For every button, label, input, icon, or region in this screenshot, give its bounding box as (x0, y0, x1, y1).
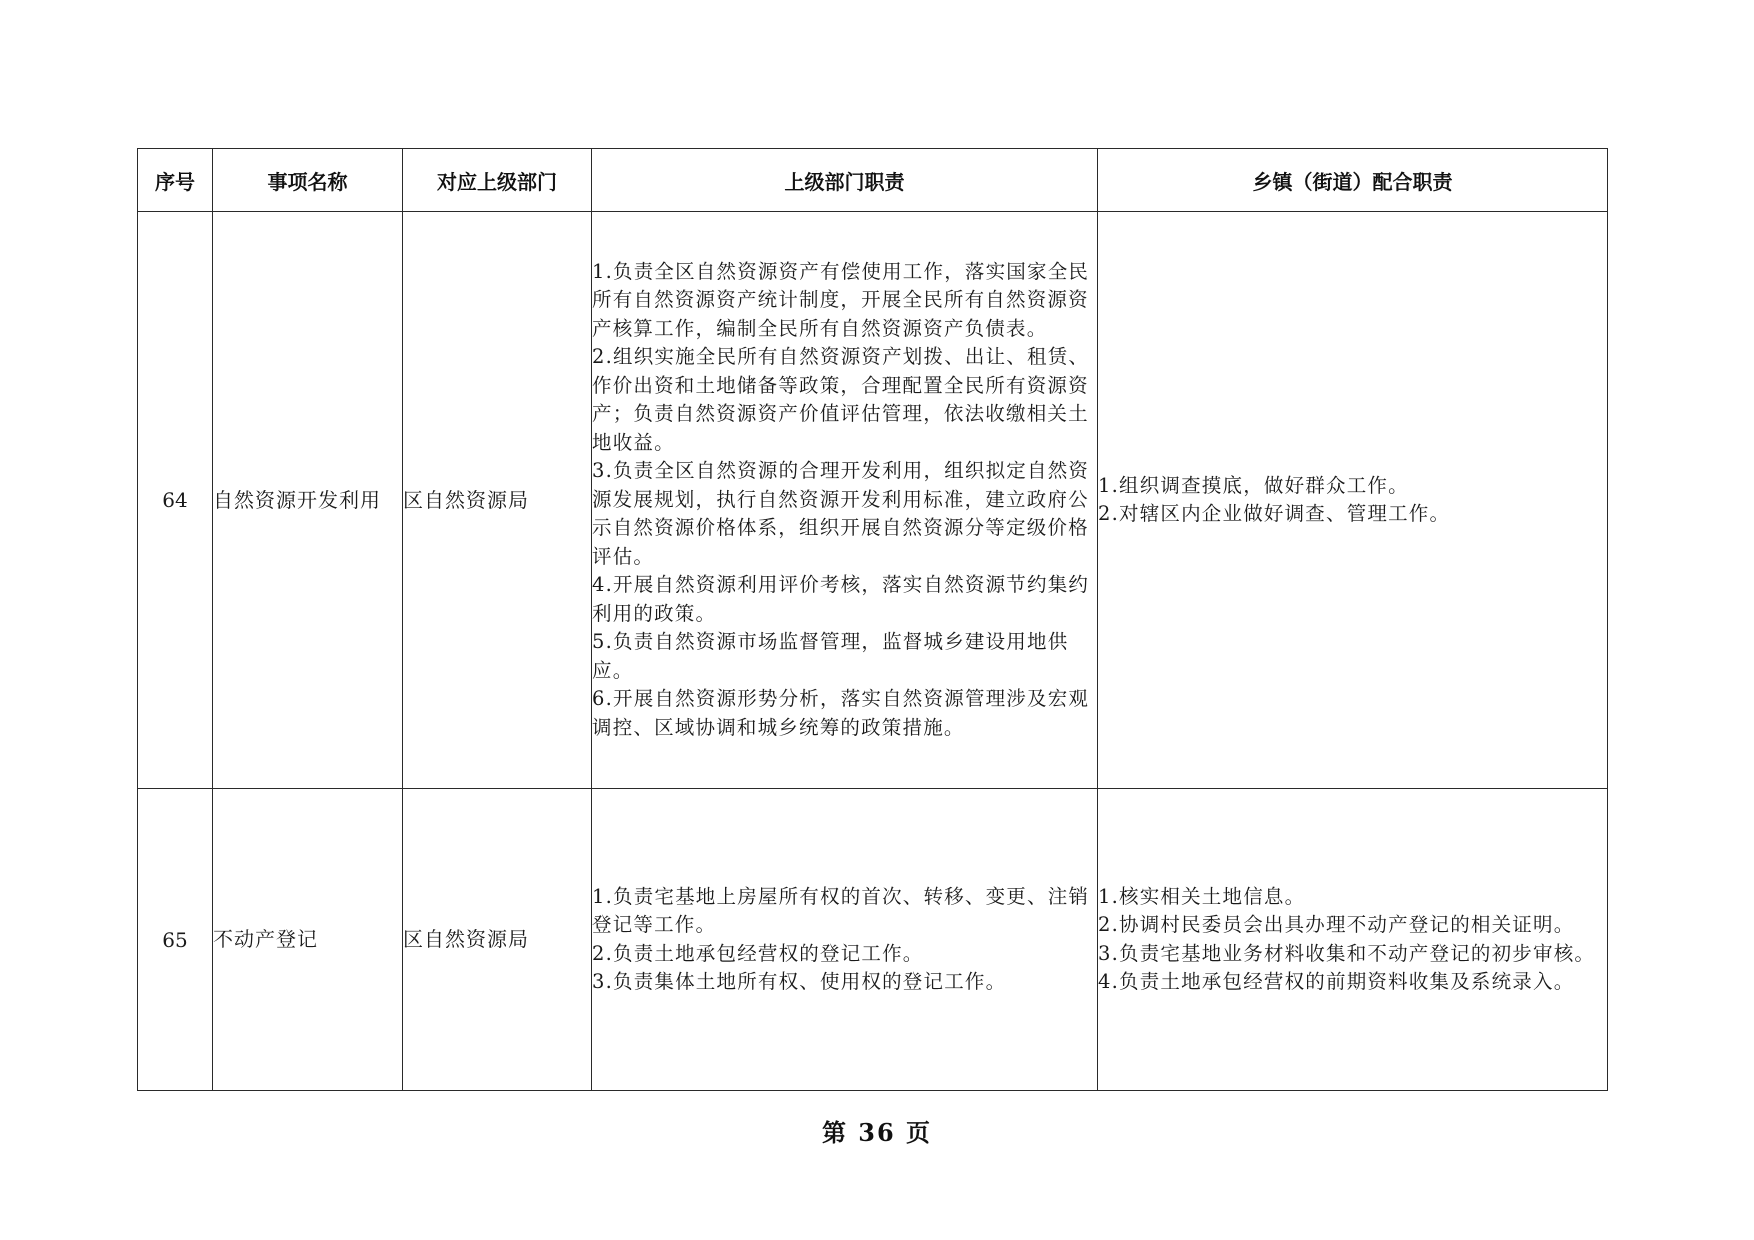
page-number: 第 36 页 (821, 1118, 933, 1147)
duty-table (137, 148, 1608, 1091)
duty-line: 1.核实相关土地信息。 (1098, 884, 1306, 908)
duty-line: 4.负责土地承包经营权的前期资料收集及系统录入。 (1098, 970, 1575, 993)
duty-line: 6.开展自然资源形势分析，落实自然资源管理涉及宏观调控、区域协调和城乡统筹的政策措施。 (592, 687, 1090, 739)
department-duty (592, 789, 1098, 1091)
duty-line: 1.负责宅基地上房屋所有权的首次、转移、变更、注销登记等工作。 (592, 884, 1090, 936)
header-item-name: 事项名称 (213, 149, 403, 212)
duty-line: 5.负责自然资源市场监督管理，监督城乡建设用地供应。 (592, 630, 1069, 682)
table-row (138, 212, 1608, 789)
header-dept-duty: 上级部门职责 (592, 149, 1098, 212)
town-duty (1098, 789, 1608, 1091)
department-duty (592, 212, 1098, 789)
duty-line: 3.负责全区自然资源的合理开发利用，组织拟定自然资源发展规划，执行自然资源开发利用标准，建立政府公示自然资源价格体系，组织开展自然资源分等定级价格评估。 (592, 459, 1090, 568)
duty-line: 2.对辖区内企业做好调查、管理工作。 (1098, 502, 1451, 525)
duty-line: 2.组织实施全民所有自然资源资产划拨、出让、租赁、作价出资和土地储备等政策，合理配置全民所有资源资产；负责自然资源资产价值评估管理，依法收缴相关土地收益。 (592, 345, 1090, 454)
duty-line: 2.协调村民委员会出具办理不动产登记的相关证明。 (1098, 913, 1575, 936)
header-town-duty: 乡镇（街道）配合职责 (1098, 149, 1608, 212)
row-number: 64 (138, 212, 213, 789)
item-name: 不动产登记 (213, 789, 403, 1091)
table-row (138, 789, 1608, 1091)
duty-line: 3.负责宅基地业务材料收集和不动产登记的初步审核。 (1098, 941, 1596, 965)
town-duty (1098, 212, 1608, 789)
duty-line: 2.负责土地承包经营权的登记工作。 (592, 941, 924, 965)
duty-line: 1.负责全区自然资源资产有偿使用工作，落实国家全民所有自然资源资产统计制度，开展全民所有自然资源资产核算工作，编制全民所有自然资源资产负债表。 (592, 259, 1090, 340)
duty-line: 3.负责集体土地所有权、使用权的登记工作。 (592, 970, 1007, 993)
header-no: 序号 (138, 149, 213, 212)
duty-table-container (137, 148, 1607, 1091)
duty-line: 4.开展自然资源利用评价考核，落实自然资源节约集约利用的政策。 (592, 573, 1090, 625)
department: 区自然资源局 (403, 212, 592, 789)
item-name: 自然资源开发利用 (213, 212, 403, 789)
table-header-row (138, 149, 1608, 212)
header-dept: 对应上级部门 (403, 149, 592, 212)
row-number: 65 (138, 789, 213, 1091)
duty-line: 1.组织调查摸底，做好群众工作。 (1098, 473, 1409, 497)
department: 区自然资源局 (403, 789, 592, 1091)
